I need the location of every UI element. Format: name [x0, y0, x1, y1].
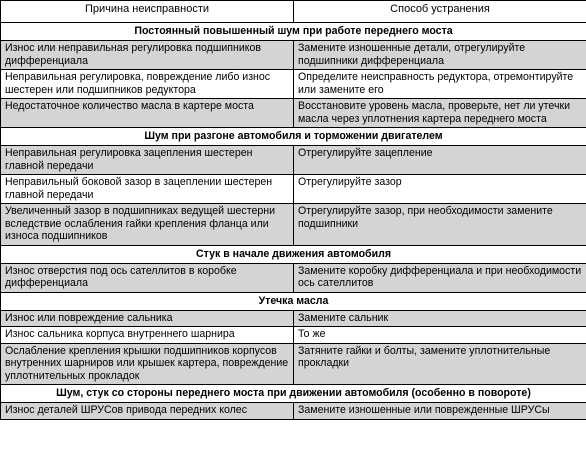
- cause-cell: Недостаточное количество масла в картере моста: [1, 99, 294, 128]
- cause-cell: Неправильный боковой зазор в зацеплении шестерен главной передачи: [1, 175, 294, 204]
- section-header: [1, 245, 586, 263]
- cause-cell: Износ или повреждение сальника: [1, 310, 294, 327]
- table-row: [1, 41, 586, 70]
- section-title: Утечка масла: [1, 292, 586, 310]
- section-title: Шум, стук со стороны переднего моста при движении автомобиля (особенно в повороте): [1, 385, 586, 403]
- section-header: [1, 23, 586, 41]
- remedy-cell: Замените изношенные или поврежденные ШРУСы: [294, 403, 586, 420]
- remedy-cell: Замените коробку дифференциала и при необходимости ось сателлитов: [294, 263, 586, 292]
- remedy-cell: Замените изношенные детали, отрегулируйте подшипники дифференциала: [294, 41, 586, 70]
- table-row: [1, 175, 586, 204]
- cause-cell: Увеличенный зазор в подшипниках ведущей шестерни вследствие ослабления гайки крепления фланца или износа подшипников: [1, 204, 294, 246]
- table-row: [1, 99, 586, 128]
- remedy-cell: Определите неисправность редуктора, отремонтируйте или замените его: [294, 70, 586, 99]
- section-header: [1, 385, 586, 403]
- cause-cell: Неправильная регулировка, повреждение либо износ шестерен или подшипников редуктора: [1, 70, 294, 99]
- table-row: [1, 403, 586, 420]
- cause-cell: Износ отверстия под ось сателлитов в коробке дифференциала: [1, 263, 294, 292]
- table-row: [1, 343, 586, 385]
- cause-cell: Износ сальника корпуса внутреннего шарнира: [1, 327, 294, 344]
- cause-column-header: Причина неисправности: [1, 1, 294, 23]
- remedy-cell: Отрегулируйте зазор, при необходимости замените подшипники: [294, 204, 586, 246]
- cause-cell: Неправильная регулировка зацепления шестерен главной передачи: [1, 146, 294, 175]
- remedy-cell: Замените сальник: [294, 310, 586, 327]
- table-row: [1, 263, 586, 292]
- remedy-cell: Восстановите уровень масла, проверьте, нет ли утечки масла через уплотнения картера переднего моста: [294, 99, 586, 128]
- cause-cell: Износ или неправильная регулировка подшипников дифференциала: [1, 41, 294, 70]
- cause-cell: Ослабление крепления крышки подшипников корпусов внутренних шарниров или крышек картера, повреждение уплотнительных прокладок: [1, 343, 294, 385]
- table-row: [1, 310, 586, 327]
- remedy-cell: Затяните гайки и болты, замените уплотнительные прокладки: [294, 343, 586, 385]
- remedy-cell: Отрегулируйте зацепление: [294, 146, 586, 175]
- cause-cell: Износ деталей ШРУСов привода передних колес: [1, 403, 294, 420]
- table-row: [1, 146, 586, 175]
- section-title: Стук в начале движения автомобиля: [1, 245, 586, 263]
- table-header-row: [1, 1, 586, 23]
- table-row: [1, 327, 586, 344]
- section-header: [1, 292, 586, 310]
- remedy-cell: То же: [294, 327, 586, 344]
- table-row: [1, 204, 586, 246]
- section-title: Шум при разгоне автомобиля и торможении двигателем: [1, 128, 586, 146]
- table-row: [1, 70, 586, 99]
- section-header: [1, 128, 586, 146]
- remedy-cell: Отрегулируйте зазор: [294, 175, 586, 204]
- remedy-column-header: Способ устранения: [294, 1, 586, 23]
- section-title: Постоянный повышенный шум при работе переднего моста: [1, 23, 586, 41]
